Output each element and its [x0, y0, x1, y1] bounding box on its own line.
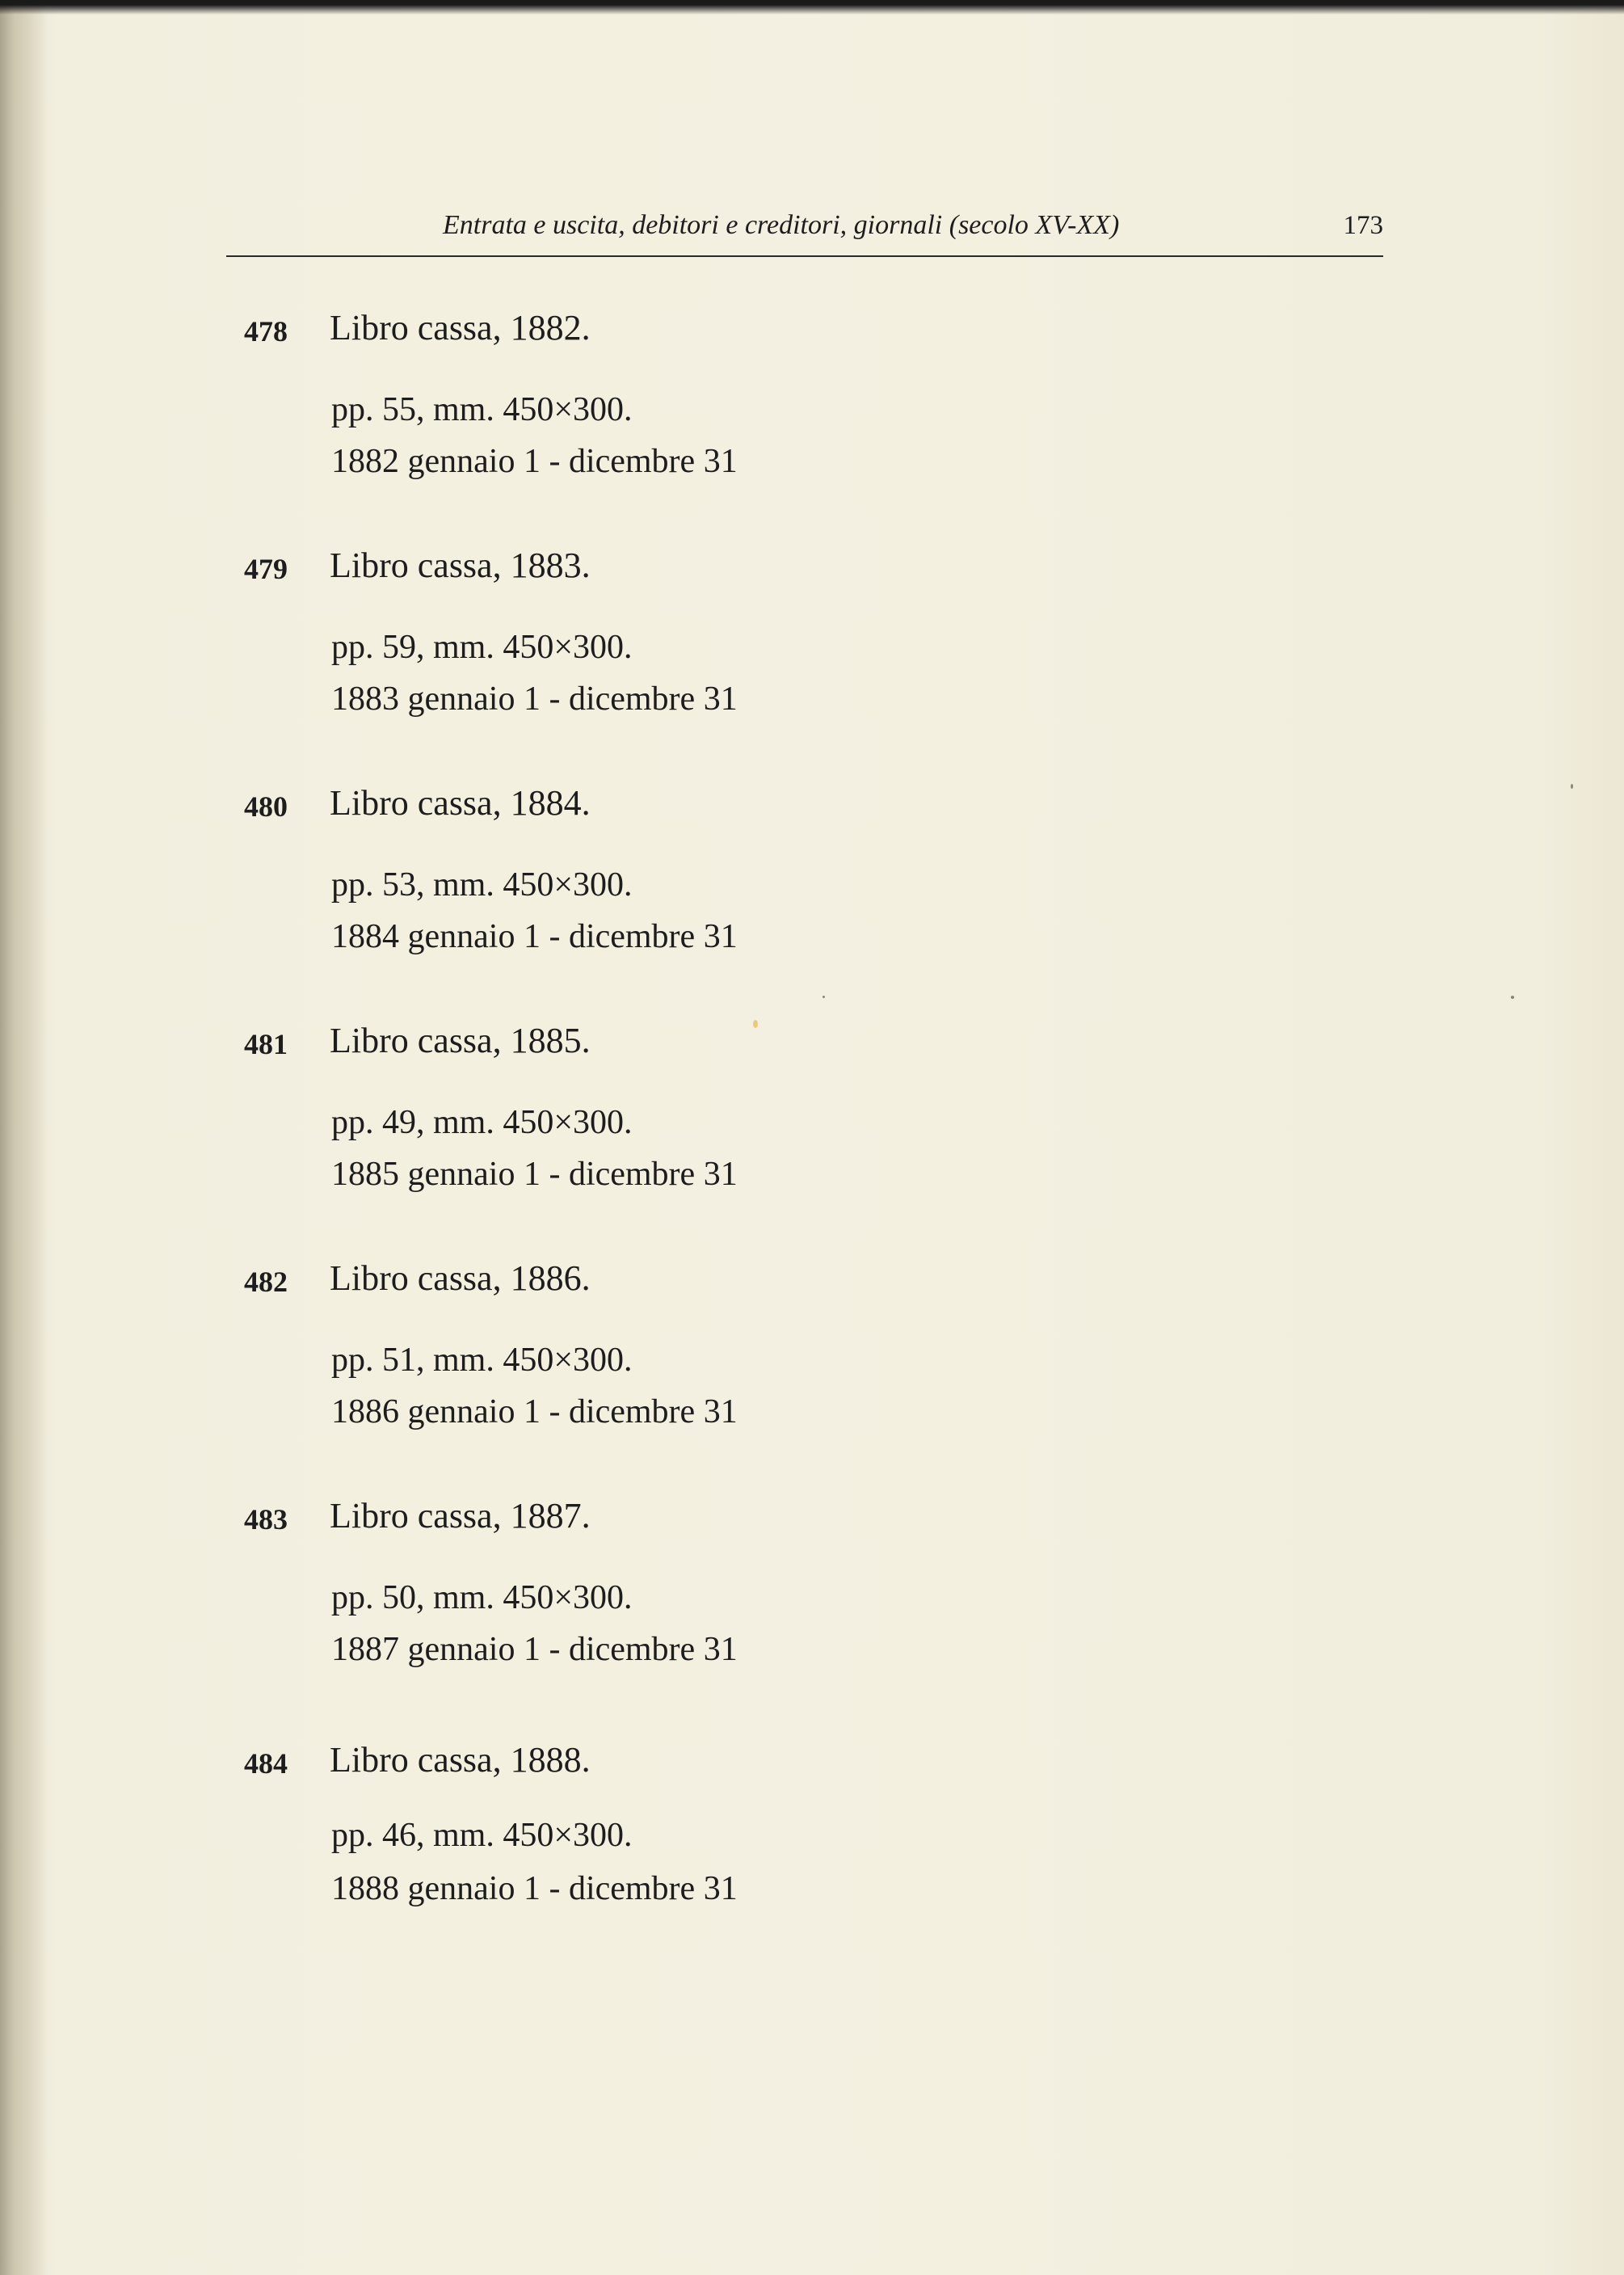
- entry-description: pp. 51, mm. 450×300.: [331, 1342, 633, 1379]
- entry-dates: 1884 gennaio 1 - dicembre 31: [331, 918, 738, 955]
- catalog-entry: [0, 305, 889, 524]
- page-header: [226, 206, 1383, 255]
- entry-title: Libro cassa, 1883.: [330, 546, 591, 585]
- entry-description: pp. 49, mm. 450×300.: [331, 1104, 633, 1141]
- entry-number: 481: [244, 1028, 288, 1060]
- paper-speck: [1511, 996, 1514, 999]
- entry-number: 480: [244, 790, 288, 823]
- catalog-entry: [0, 543, 889, 761]
- catalog-entry: [0, 1018, 889, 1237]
- entry-title: Libro cassa, 1886.: [330, 1258, 591, 1298]
- entry-number: 484: [244, 1747, 288, 1780]
- entry-description: pp. 46, mm. 450×300.: [331, 1817, 633, 1854]
- entry-dates: 1886 gennaio 1 - dicembre 31: [331, 1393, 738, 1430]
- entry-dates: 1882 gennaio 1 - dicembre 31: [331, 443, 738, 480]
- header-rule: [226, 255, 1383, 257]
- entry-number: 479: [244, 553, 288, 585]
- entry-dates: 1883 gennaio 1 - dicembre 31: [331, 680, 738, 718]
- entry-description: pp. 50, mm. 450×300.: [331, 1579, 633, 1616]
- entry-title: Libro cassa, 1885.: [330, 1021, 591, 1060]
- paper-speck: [1571, 784, 1573, 789]
- entry-number: 482: [244, 1266, 288, 1298]
- entry-title: Libro cassa, 1882.: [330, 308, 591, 348]
- paper-speck: [753, 1020, 758, 1028]
- paper-speck: [823, 996, 825, 998]
- entry-title: Libro cassa, 1888.: [330, 1740, 591, 1780]
- entry-number: 478: [244, 315, 288, 348]
- entry-title: Libro cassa, 1884.: [330, 783, 591, 823]
- catalog-entry: [0, 1493, 889, 1712]
- entry-description: pp. 53, mm. 450×300.: [331, 866, 633, 904]
- entry-description: pp. 59, mm. 450×300.: [331, 629, 633, 666]
- entry-description: pp. 55, mm. 450×300.: [331, 391, 633, 428]
- catalog-entry: [0, 781, 889, 999]
- page-top-edge: [0, 0, 1624, 15]
- entry-title: Libro cassa, 1887.: [330, 1496, 591, 1536]
- entry-dates: 1887 gennaio 1 - dicembre 31: [331, 1631, 738, 1668]
- catalog-entry: [0, 1256, 889, 1474]
- page-number: 173: [1343, 211, 1383, 240]
- entry-dates: 1888 gennaio 1 - dicembre 31: [331, 1870, 738, 1907]
- entry-dates: 1885 gennaio 1 - dicembre 31: [331, 1156, 738, 1193]
- catalog-entry: [0, 1738, 889, 1956]
- running-title: Entrata e uscita, debitori e creditori, giornali (secolo XV-XX): [443, 210, 1120, 240]
- entry-number: 483: [244, 1503, 288, 1536]
